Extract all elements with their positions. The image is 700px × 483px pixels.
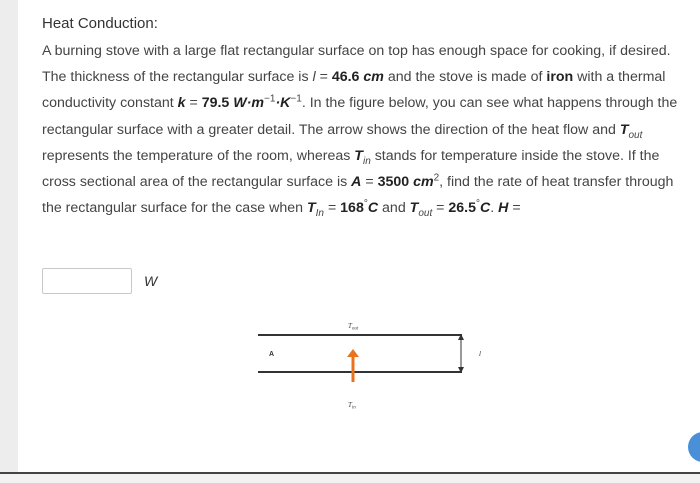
area-label: A [269, 351, 275, 358]
bottom-strip [0, 474, 700, 483]
answer-row [42, 266, 157, 296]
heat-flow-arrow-head [347, 349, 359, 357]
tin-label: $T_{in}$ [348, 401, 356, 411]
answer-input[interactable] [42, 268, 132, 294]
question-text: A burning stove with a large flat rectangular surface on top has enough space for cooking, if desired. The thickness of the rectangular surface is l = 46.6 cm and the stove is made of iron with a thermal conductivity constant k = 79.5 $W\cdot m^{-1}\cdot K^{-1}$. In the figure below, you can see what happens through the rectangular surface with a greater detail. The arrow shows the direction of the heat flow and $T_{out}$ represents the temperature of the room, whereas $T_{in}$ stands for temperature inside the stove. If the cross sectional area of the rectangular surface is A = 3500 $cm^2$, find the rate of heat transfer through the rectangular surface for the case when $T_{In} = 168^\circ C$ and $T_{out} = 26.5^\circ C$. H = [42, 43, 678, 220]
thickness-label: l [479, 350, 481, 358]
answer-unit: W [144, 273, 158, 289]
heat-flow-figure [250, 312, 500, 422]
left-gutter [0, 0, 18, 483]
question-title: Heat Conduction: [42, 15, 158, 32]
help-button[interactable] [688, 432, 700, 462]
tout-label: $T_{out}$ [348, 322, 359, 332]
